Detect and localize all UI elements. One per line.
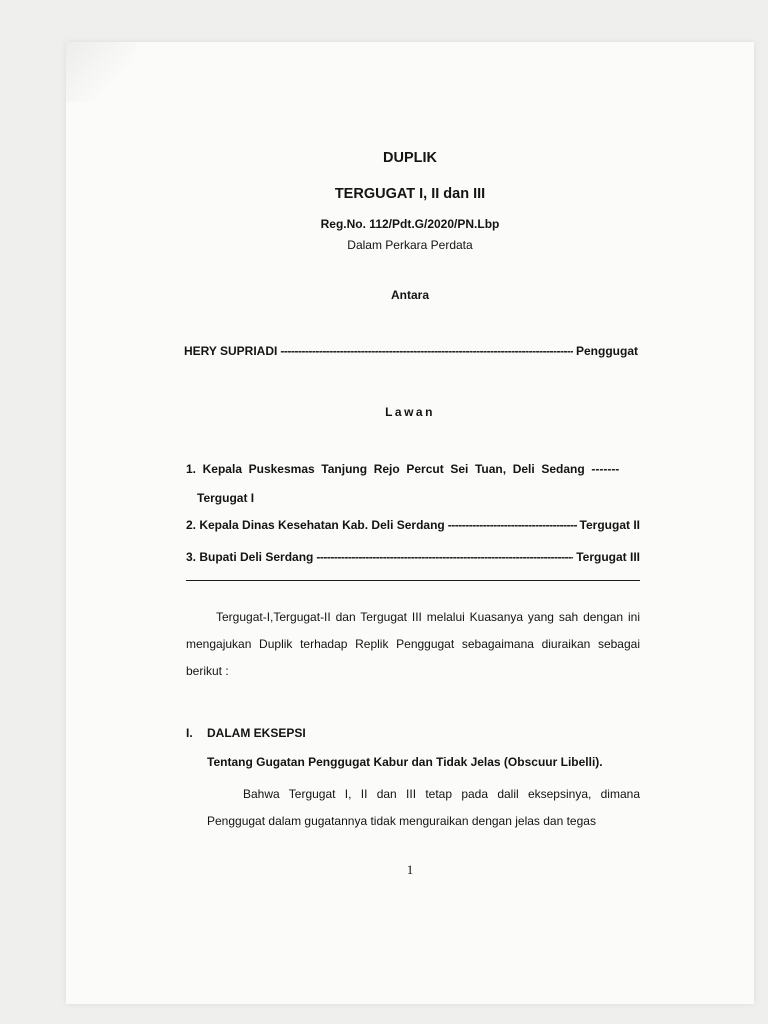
document-subtitle: TERGUGAT I, II dan III <box>334 186 486 202</box>
section-title: DALAM EKSEPSI <box>207 726 306 740</box>
defendant-2-name: 2. Kepala Dinas Kesehatan Kab. Deli Serdang <box>186 518 445 532</box>
defendant-2-role: Tergugat II <box>579 518 640 532</box>
defendant-1-line <box>186 462 640 476</box>
plaintiff-name: HERY SUPRIADI <box>184 344 278 358</box>
horizontal-rule <box>186 580 640 581</box>
registration-number: Reg.No. 112/Pdt.G/2020/PN.Lbp <box>320 217 500 231</box>
lawan-label: Lawan <box>385 405 435 419</box>
leader-dashes <box>448 518 577 532</box>
plaintiff-line <box>184 344 638 358</box>
defendant-3-role: Tergugat III <box>576 550 640 564</box>
section-subtitle: Tentang Gugatan Penggugat Kabur dan Tidak Jelas (Obscuur Libelli). <box>207 755 603 769</box>
antara-label: Antara <box>390 288 429 302</box>
defendant-1-text: 1. Kepala Puskesmas Tanjung Rejo Percut Sei Tuan, Deli Sedang ------- <box>186 462 620 476</box>
intro-paragraph: Tergugat-I,Tergugat-II dan Tergugat III melalui Kuasanya yang sah dengan ini mengajukan Duplik terhadap Replik Penggugat sebagaimana diuraikan sebagai berikut : <box>186 610 640 678</box>
leader-dashes <box>316 550 573 564</box>
case-type: Dalam Perkara Perdata <box>347 238 473 252</box>
document-title: DUPLIK <box>383 150 437 166</box>
page-number: 1 <box>406 862 414 877</box>
defendant-1-role: Tergugat I <box>197 491 255 505</box>
section-paragraph: Bahwa Tergugat I, II dan III tetap pada dalil eksepsinya, dimana Penggugat dalam gugatannya tidak menguraikan dengan jelas dan tegas <box>207 787 640 828</box>
defendant-3-line <box>186 550 640 564</box>
section-number: I. <box>186 726 193 740</box>
defendant-2-line <box>186 518 640 532</box>
document-page <box>66 42 754 1004</box>
leader-dashes <box>280 344 573 358</box>
defendant-3-name: 3. Bupati Deli Serdang <box>186 550 314 564</box>
plaintiff-role: Penggugat <box>576 344 638 358</box>
